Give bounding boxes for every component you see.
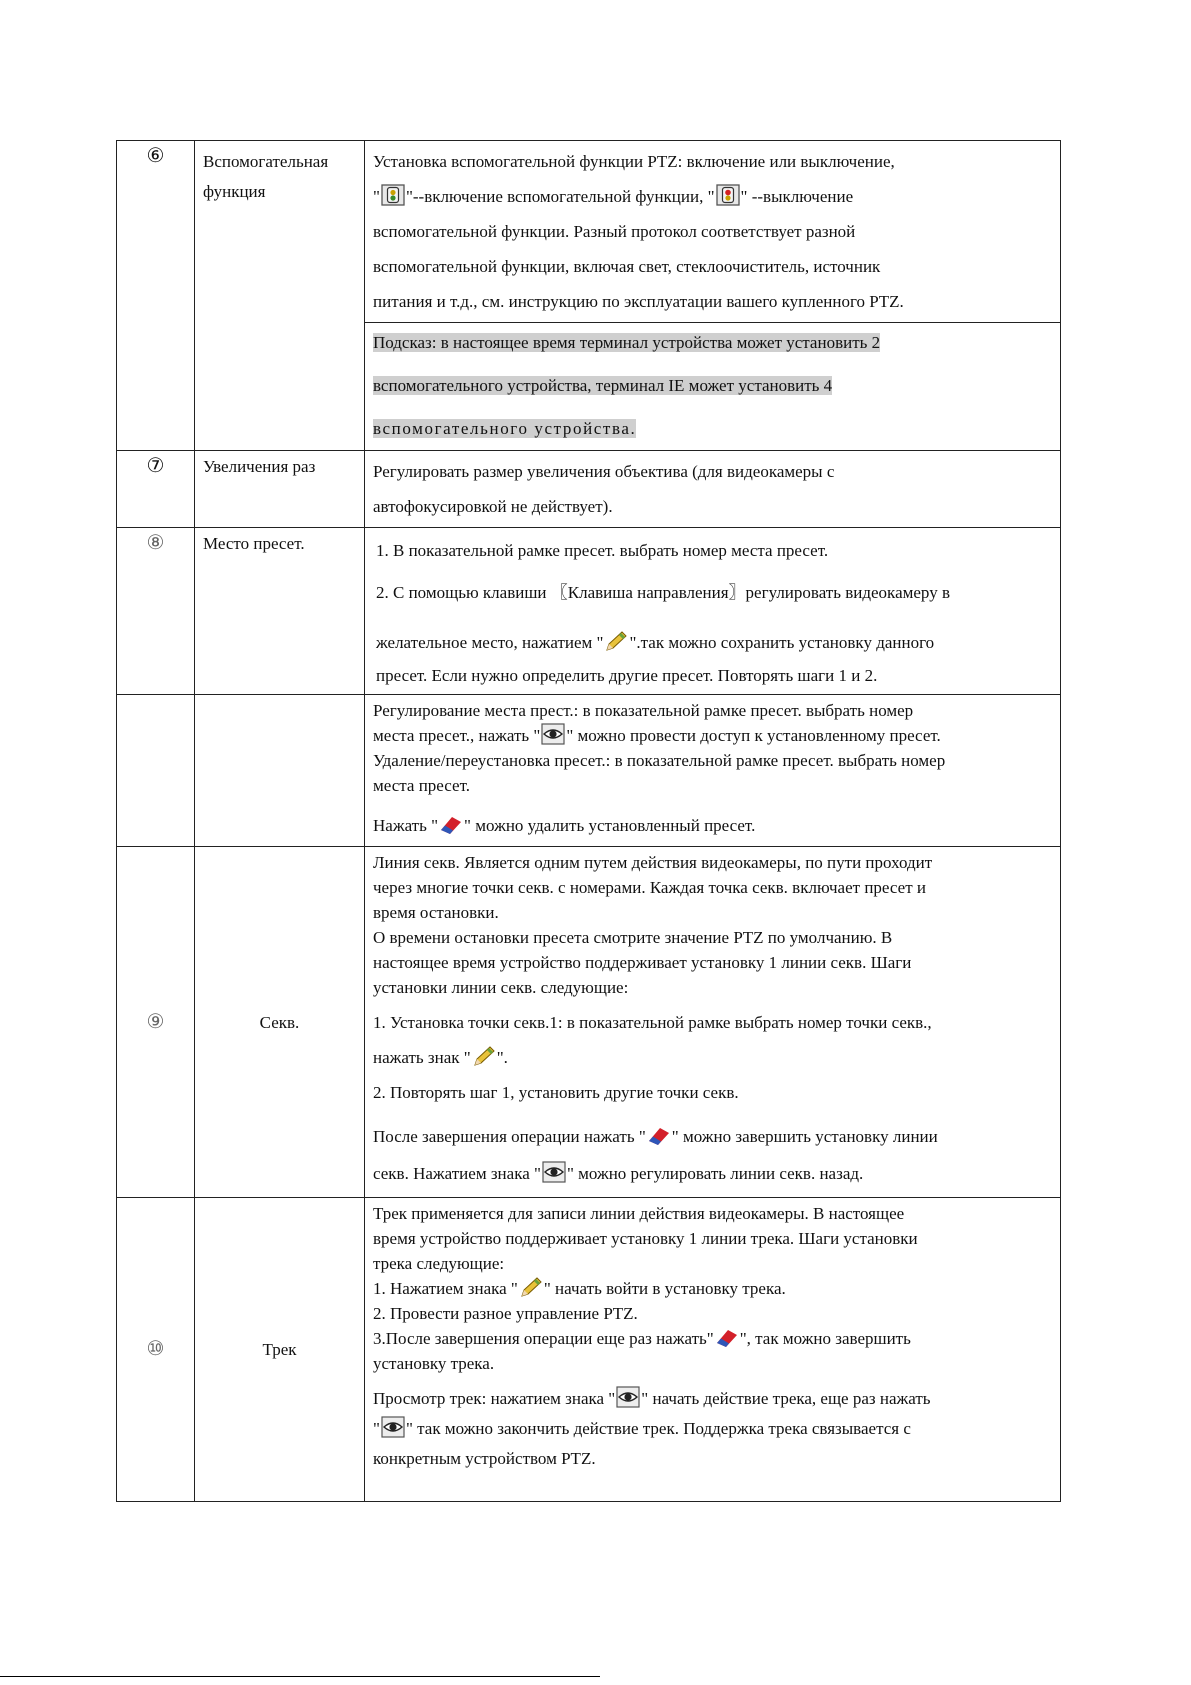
row-number: ⑨	[117, 847, 195, 1198]
text-line: время остановки.	[373, 903, 499, 922]
text-line: 1. В показательной рамке пресет. выбрать номер места пресет.	[376, 541, 829, 560]
text-line	[373, 1326, 1052, 1351]
row-description	[365, 528, 1061, 695]
text-line	[373, 1411, 1052, 1446]
eye-icon	[541, 723, 565, 745]
text-fragment: секв. Нажатием знака "	[373, 1164, 541, 1183]
text-line: автофокусировкой не действует).	[373, 497, 613, 516]
row-description	[365, 695, 1061, 847]
eraser-icon	[715, 1326, 739, 1348]
text-fragment: После завершения операции нажать "	[373, 1127, 646, 1146]
text-line: вспомогательной функции, включая свет, стеклоочиститель, источник	[373, 257, 881, 276]
text-line: О времени остановки пресета смотрите значение PTZ по умолчанию. В	[373, 928, 893, 947]
text-line: установку трека.	[373, 1354, 495, 1373]
highlighted-text: Подсказ: в настоящее время терминал устройства может установить 2	[373, 333, 881, 352]
table-row-preset-continued	[117, 695, 1061, 847]
text-fragment: Просмотр трек: нажатием знака "	[373, 1389, 616, 1408]
row-number: ⑥	[117, 141, 195, 451]
text-fragment: места пресет., нажать "	[373, 726, 541, 745]
text-line: вспомогательной функции. Разный протокол соответствует разной	[373, 222, 856, 241]
text-line	[373, 808, 1052, 843]
highlighted-text: вспомогательного устройства, терминал IE может установить 4	[373, 376, 833, 395]
text-line	[373, 723, 1052, 748]
row-description	[365, 451, 1061, 528]
text-fragment: " так можно закончить действие трек. Поддержка трека связывается с	[405, 1419, 911, 1438]
text-fragment: " можно завершить установку линии	[671, 1127, 938, 1146]
text-fragment: "	[373, 1419, 380, 1438]
eye-icon	[542, 1161, 566, 1183]
text-line: Трек применяется для записи линии действия видеокамеры. В настоящее	[373, 1204, 905, 1223]
eye-icon	[616, 1386, 640, 1408]
row-name: Место пресет.	[195, 528, 365, 695]
text-line	[373, 1154, 1052, 1194]
row-name: Увеличения раз	[195, 451, 365, 528]
text-fragment: Нажать "	[373, 816, 439, 835]
text-fragment: "--включение вспомогательной функции, "	[405, 187, 715, 206]
table-row-preset	[117, 528, 1061, 695]
pencil-icon	[604, 630, 628, 652]
row-description	[365, 1198, 1061, 1502]
text-fragment: желательное место, нажатием "	[376, 633, 604, 652]
row-description	[365, 141, 1061, 323]
row-description	[365, 847, 1061, 1198]
row-number: ⑦	[117, 451, 195, 528]
text-fragment: ", так можно завершить	[739, 1329, 911, 1348]
text-line: 2. С помощью клавиши 〖Клавиша направления〗регулировать видеокамеру в	[376, 583, 950, 602]
text-fragment: " начать действие трека, еще раз нажать	[641, 1389, 931, 1408]
text-fragment: ".	[496, 1048, 508, 1067]
text-line	[373, 179, 1052, 214]
hint-cell	[365, 323, 1061, 451]
text-line: питания и т.д., см. инструкцию по эксплуатации вашего купленного PTZ.	[373, 292, 904, 311]
ptz-function-table	[116, 140, 1060, 1502]
eraser-icon	[439, 813, 463, 835]
row-name-line: Вспомогательная	[203, 152, 329, 171]
text-line: установки линии секв. следующие:	[373, 978, 629, 997]
hint-line	[373, 412, 1052, 446]
empty-cell	[195, 695, 365, 847]
text-line: Линия секв. Является одним путем действия видеокамеры, по пути проходит	[373, 853, 933, 872]
text-fragment: "	[373, 187, 380, 206]
hint-line	[373, 369, 1052, 403]
text-line: Регулирование места прест.: в показательной рамке пресет. выбрать номер	[373, 701, 914, 720]
text-fragment: " можно регулировать линии секв. назад.	[566, 1164, 864, 1183]
text-line: 2. Провести разное управление PTZ.	[373, 1304, 638, 1323]
text-line	[373, 1386, 1052, 1411]
text-line	[373, 1276, 1052, 1301]
table-row-zoom	[117, 451, 1061, 528]
text-line: настоящее время устройство поддерживает установку 1 линии секв. Шаги	[373, 953, 912, 972]
text-fragment: " можно удалить установленный пресет.	[464, 816, 756, 835]
text-fragment: ".так можно сохранить установку данного	[629, 633, 935, 652]
aux-on-icon	[381, 184, 405, 206]
eraser-icon	[647, 1124, 671, 1146]
text-line	[373, 1119, 1052, 1154]
aux-off-icon	[716, 184, 740, 206]
text-fragment: " --выключение	[740, 187, 854, 206]
text-line: конкретным устройством PTZ.	[373, 1449, 596, 1468]
text-line: места пресет.	[373, 776, 470, 795]
text-line: 2. Повторять шаг 1, установить другие точки секв.	[373, 1083, 739, 1102]
text-line	[373, 1045, 1052, 1070]
text-line: Регулировать размер увеличения объектива (для видеокамеры с	[373, 462, 835, 481]
text-line	[376, 625, 1052, 661]
text-fragment: нажать знак "	[373, 1048, 471, 1067]
row-number: ⑩	[117, 1198, 195, 1502]
pencil-icon	[472, 1045, 496, 1067]
text-line: Установка вспомогательной функции PTZ: включение или выключение,	[373, 152, 895, 171]
hint-line	[373, 326, 1052, 360]
text-fragment: 1. Нажатием знака "	[373, 1279, 518, 1298]
text-fragment: " начать войти в установку трека.	[543, 1279, 786, 1298]
row-name: Секв.	[195, 847, 365, 1198]
text-line: 1. Установка точки секв.1: в показательной рамке выбрать номер точки секв.,	[373, 1013, 932, 1032]
footer-divider	[0, 1676, 600, 1677]
pencil-icon	[519, 1276, 543, 1298]
highlighted-text: вспомогательного устройства.	[373, 419, 637, 438]
row-name	[195, 141, 365, 451]
row-number: ⑧	[117, 528, 195, 695]
eye-icon	[381, 1416, 405, 1438]
text-line: Удаление/переустановка пресет.: в показательной рамке пресет. выбрать номер	[373, 751, 946, 770]
text-fragment: 3.После завершения операции еще раз нажать"	[373, 1329, 714, 1348]
text-line: пресет. Если нужно определить другие пресет. Повторять шаги 1 и 2.	[376, 666, 878, 685]
text-fragment: " можно провести доступ к установленному пресет.	[566, 726, 941, 745]
row-name: Трек	[195, 1198, 365, 1502]
text-line: время устройство поддерживает установку 1 линии трека. Шаги установки	[373, 1229, 918, 1248]
row-name-line: функция	[203, 182, 266, 201]
empty-cell	[117, 695, 195, 847]
table-row-sequence	[117, 847, 1061, 1198]
text-line: через многие точки секв. с номерами. Каждая точка секв. включает пресет и	[373, 878, 926, 897]
text-line: трека следующие:	[373, 1254, 505, 1273]
table-row-aux	[117, 141, 1061, 323]
table-row-track	[117, 1198, 1061, 1502]
